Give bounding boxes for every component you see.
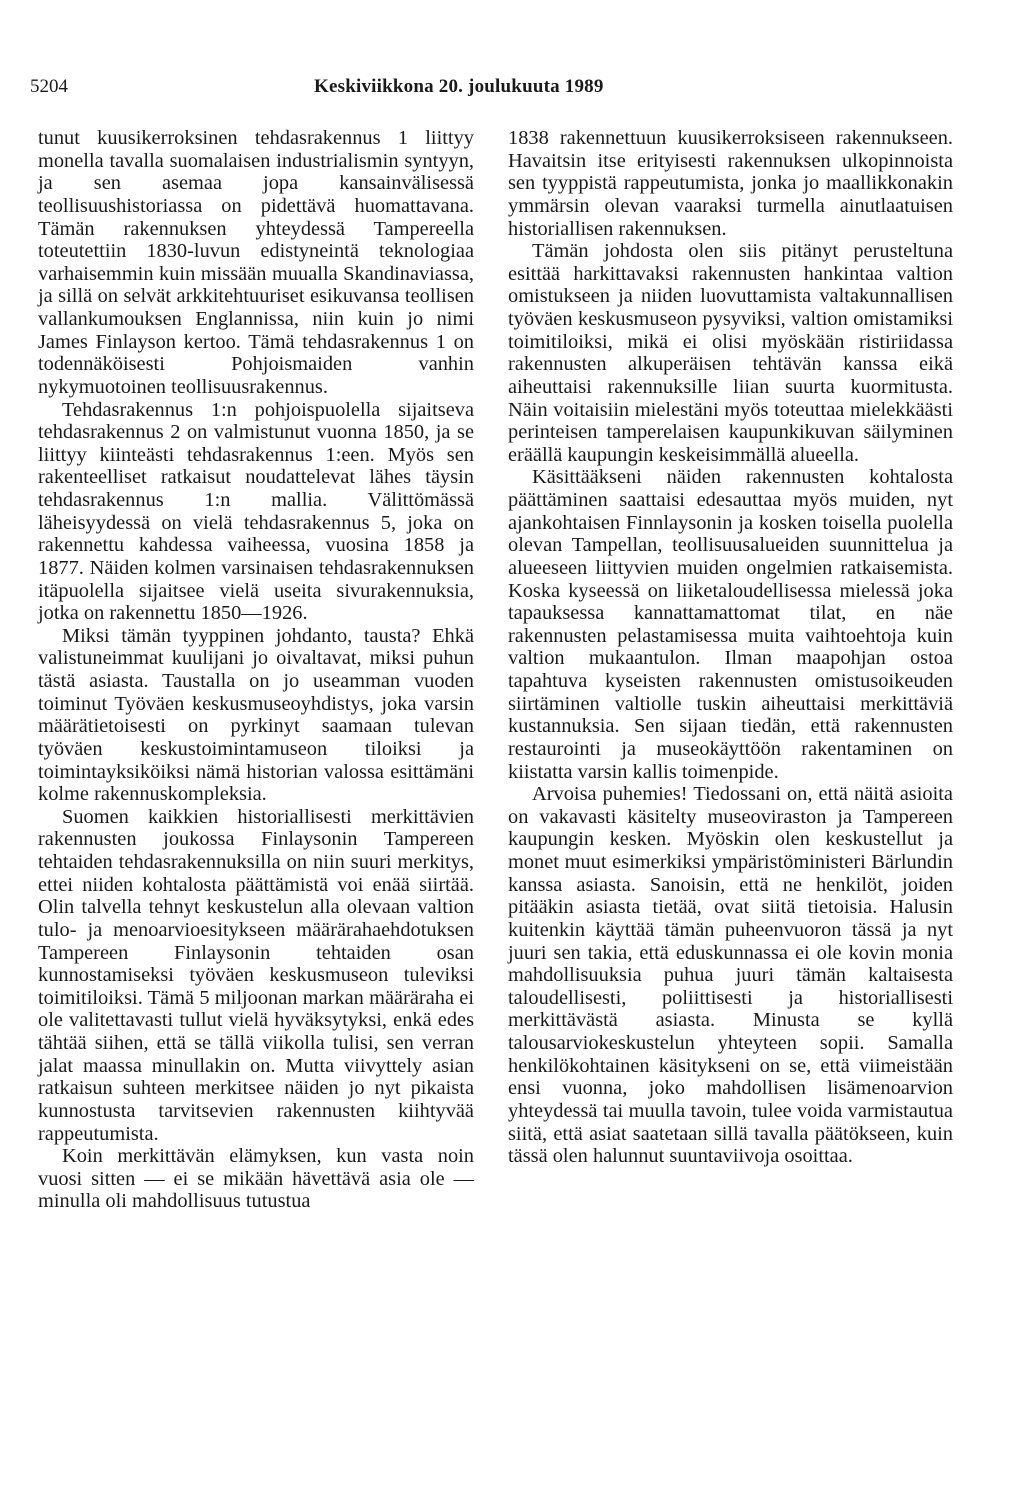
paragraph: Käsittääkseni näiden rakennusten kohtalosta päättäminen saattaisi edesauttaa myös muiden, nyt ajankohtaisen Finnlaysonin ja kosken toisella puolella olevan Tampellan, teollisuusalueiden suunnittelua ja alueeseen liittyvien muiden ongelmien ratkaisemista. Koska kyseessä on liiketaloudellisessa mielessä joka tapauksessa kannattamattomat tilat, en näe rakennusten pelastamisessa muita vaihtoehtoja kuin valtion mukaantulon. Ilman maapohjan ostoa tapahtuva kyseisten rakennusten omistusoikeuden siirtäminen valtiolle tuskin aiheuttaisi merkittäviä kustannuksia. Sen sijaan tiedän, että rakennusten restaurointi ja museokäyttöön rakentaminen on kiistatta varsin kallis toimenpide.: [508, 466, 953, 783]
left-column: [38, 127, 474, 1213]
paragraph: Tehdasrakennus 1:n pohjoispuolella sijaitseva tehdasrakennus 2 on valmistunut vuonna 1850, ja se liittyy kiinteästi tehdasrakennus 1:een. Myös sen rakenteelliset ratkaisut noudattelevat lähes täysin tehdasrakennus 1:n mallia. Välittömässä läheisyydessä on vielä tehdasrakennus 5, joka on rakennettu kahdessa vaiheessa, vuosina 1858 ja 1877. Näiden kolmen varsinaisen tehdasrakennuksen itäpuolella sijaitsee vielä useita sivurakennuksia, jotka on rakennettu 1850—1926.: [38, 398, 474, 625]
paragraph: Koin merkittävän elämyksen, kun vasta noin vuosi sitten — ei se mikään hävettävä asia ole — minulla oli mahdollisuus tutustua: [38, 1145, 474, 1213]
page-header: [30, 76, 990, 100]
page-number: 5204: [30, 76, 68, 97]
paragraph: Suomen kaikkien historiallisesti merkittävien rakennusten joukossa Finlaysonin Tampereen tehtaiden tehdasrakennuksilla on niin suuri merkitys, ettei niiden kohtalosta päättämistä voi enää siirtää. Olin talvella tehnyt keskustelun alla olevaan valtion tulo- ja menoarvioesitykseen määrärahaehdotuksen Tampereen Finlaysonin tehtaiden osan kunnostamiseksi työväen keskusmuseon tuleviksi toimitiloiksi. Tämä 5 miljoonan markan määräraha ei ole valitettavasti tullut vielä hyväksytyksi, enkä edes tähtää siihen, että se tällä viikolla tulisi, sen verran jalat maassa minullakin on. Mutta viivyttely asian ratkaisun suhteen merkitsee näiden jo nyt pikaista kunnostusta tarvitsevien rakennusten kiihtyvää rappeutumista.: [38, 805, 474, 1145]
paragraph: 1838 rakennettuun kuusikerroksiseen rakennukseen. Havaitsin itse erityisesti rakennuksen ulkopinnoista sen tyyppistä rappeutumista, jonka jo maallikkonakin ymmärsin olevan vaaraksi turmella ainutlaatuisen historiallisen rakennuksen.: [508, 127, 953, 240]
paragraph: tunut kuusikerroksinen tehdasrakennus 1 liittyy monella tavalla suomalaisen industrialismin syntyyn, ja sen asemaa jopa kansainvälisessä teollisuushistoriassa on pidettävä huomattavana. Tämän rakennuksen yhteydessä Tampereella toteutettiin 1830-luvun edistyneintä teknologiaa varhaisemmin kuin missään muualla Skandinaviassa, ja sillä on selvät arkkitehtuuriset esikuvansa teollisen vallankumouksen Englannissa, niin kuin jo nimi James Finlayson kertoo. Tämä tehdasrakennus 1 on todennäköisesti Pohjoismaiden vanhin nykymuotoinen teollisuusrakennus.: [38, 127, 474, 398]
right-column: [508, 127, 953, 1168]
paragraph: Miksi tämän tyyppinen johdanto, tausta? Ehkä valistuneimmat kuulijani jo oivaltavat, miksi puhun tästä asiasta. Taustalla on jo useamman vuoden toiminut Työväen keskusmuseoyhdistys, joka varsin määrätietoisesti on pyrkinyt saamaan tulevan työväen keskustoimintamuseon tiloiksi ja toimintayksiköiksi nämä historian valossa esittämäni kolme rakennuskompleksia.: [38, 624, 474, 806]
running-head: Keskiviikkona 20. joulukuuta 1989: [314, 76, 604, 97]
paragraph: Tämän johdosta olen siis pitänyt perusteltuna esittää harkittavaksi rakennusten hankintaa valtion omistukseen ja niiden luovuttamista valtakunnallisen työväen keskusmuseon pysyviksi, valtion omistamiksi toimitiloiksi, mikä ei olisi myöskään ristiriidassa rakennusten alkuperäisen tehtävän kanssa eikä aiheuttaisi rakennuksille liian suurta kuormitusta. Näin voitaisiin mielestäni myös toteuttaa mielekkäästi perinteisen tamperelaisen kaupunkikuvan säilyminen eräällä kaupungin keskeisimmällä alueella.: [508, 240, 953, 466]
paragraph: Arvoisa puhemies! Tiedossani on, että näitä asioita on vakavasti käsitelty museoviraston ja Tampereen kaupungin kesken. Myöskin olen keskustellut ja monet muut esimerkiksi ympäristöministeri Bärlundin kanssa asiasta. Sanoisin, että ne henkilöt, joiden pitääkin asiasta tietää, ovat siitä tietoisia. Halusin kuitenkin käyttää tämän puheenvuoron tässä ja nyt juuri sen takia, että eduskunnassa ei ole kovin monia mahdollisuuksia puhua juuri tämän kaltaisesta taloudellisesti, poliittisesti ja historiallisesti merkittävästä asiasta. Minusta se kyllä talousarviokeskustelun yhteyteen sopii. Samalla henkilökohtainen käsitykseni on se, että viimeistään ensi vuonna, joko mahdollisen lisämenoarvion yhteydessä tai muulla tavoin, tulee voida varmistautua siitä, että asiat saatetaan sillä tavalla päätökseen, kuin tässä olen halunnut suuntaviivoja osoittaa.: [508, 783, 953, 1168]
